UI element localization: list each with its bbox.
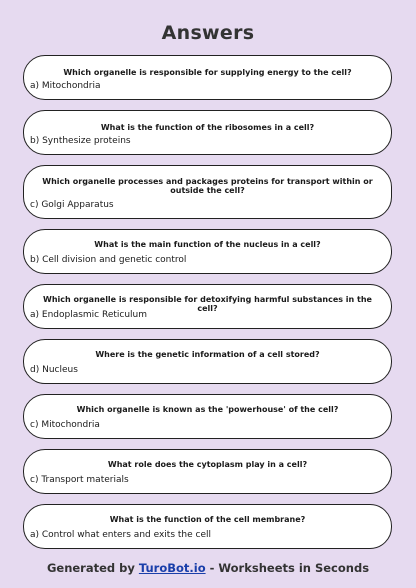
answer-card-1 [23, 55, 392, 100]
page-title: Answers [161, 22, 255, 44]
answer-list [23, 55, 392, 559]
question-text: Where is the genetic information of a cell stored? [95, 350, 320, 359]
answer-text: c) Transport materials [30, 475, 129, 485]
question-text: Which organelle processes and packages proteins for transport within or outside the cell? [42, 177, 373, 195]
question-text: What is the main function of the nucleus in a cell? [94, 240, 321, 249]
brand-link[interactable]: TuroBot.io [138, 561, 206, 575]
question-text: What is the function of the ribosomes in a cell? [100, 123, 315, 132]
question-text: What role does the cytoplasm play in a cell? [107, 460, 308, 469]
answer-card-6 [23, 339, 392, 384]
answer-text: c) Mitochondria [30, 420, 100, 430]
question-text: What is the function of the cell membrane? [109, 515, 306, 524]
answer-card-4 [23, 229, 392, 274]
question-text: Which organelle is responsible for supplying energy to the cell? [63, 68, 352, 77]
answer-card-9 [23, 504, 392, 549]
footer-prefix: Generated by [46, 561, 139, 575]
answer-card-3 [23, 165, 392, 219]
answer-card-7 [23, 394, 392, 439]
answer-text: c) Golgi Apparatus [30, 200, 114, 210]
answer-text: d) Nucleus [30, 365, 78, 375]
footer [0, 561, 416, 575]
answer-text: b) Cell division and genetic control [30, 255, 187, 265]
answer-card-5 [23, 284, 392, 329]
answer-card-8 [23, 449, 392, 494]
answer-text: a) Endoplasmic Reticulum [30, 310, 148, 320]
answer-text: b) Synthesize proteins [30, 136, 131, 146]
answer-card-2 [23, 110, 392, 155]
answer-text: a) Mitochondria [30, 81, 101, 91]
question-text: Which organelle is responsible for detoxifying harmful substances in the cell? [43, 295, 372, 313]
question-text: Which organelle is known as the 'powerhouse' of the cell? [76, 405, 339, 414]
footer-suffix: - Worksheets in Seconds [205, 561, 370, 575]
answer-text: a) Control what enters and exits the cell [30, 530, 212, 540]
